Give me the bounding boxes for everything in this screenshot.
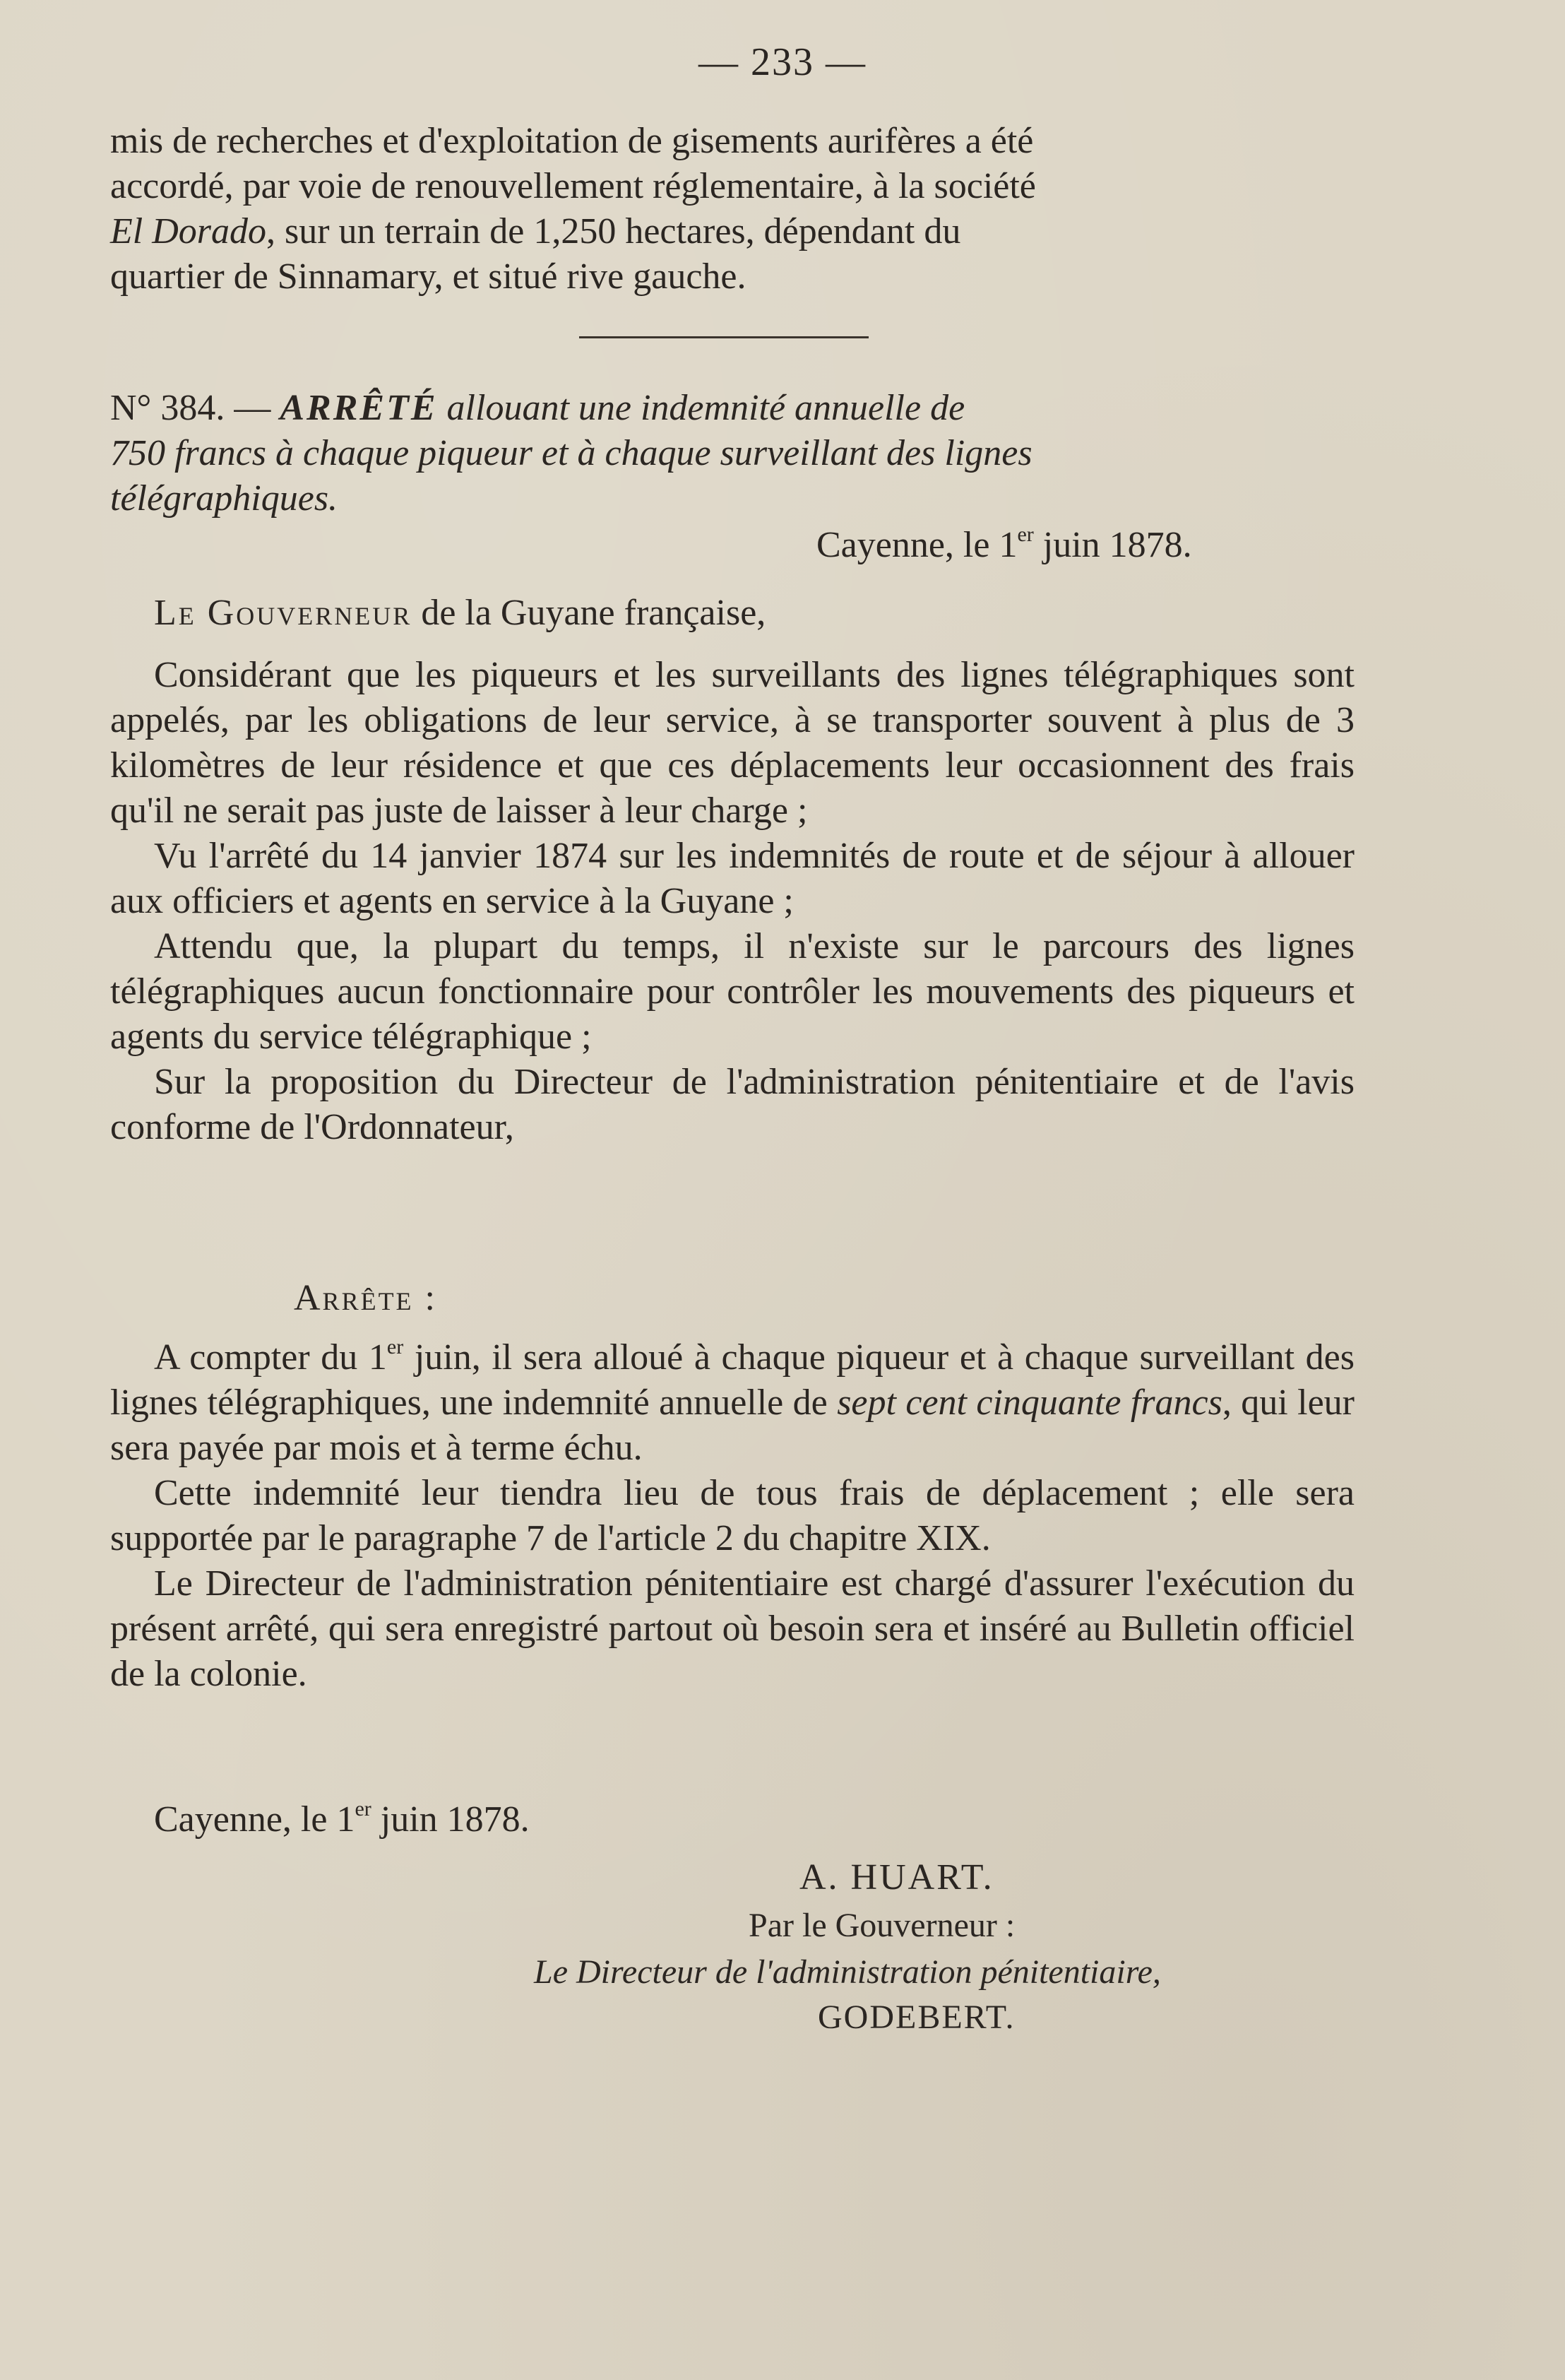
intro-paragraph [110,119,1355,300]
intro-line: quartier de Sinnamary, et situé rive gauche. [110,256,746,297]
consideration-paragraph: Considérant que les piqueurs et les surveillants des lignes télégraphiques sont appelés, par les obligations de leur service, à se transporter souvent à plus de 3 kilomètres de leur résidence et que ces déplacements leur occasionnent des frais qu'il ne serait pas juste de laisser à leur charge ; [110,655,1355,831]
decree-keyword: ARRÊTÉ [280,388,438,428]
decree-title-rest: allouant une indemnité annuelle de [437,388,965,428]
decree-title-line: 750 francs à chaque piqueur et à chaque surveillant des lignes [110,433,1033,473]
consideration-paragraph: Vu l'arrêté du 14 janvier 1874 sur les indemnités de route et de séjour à allouer aux officiers et agents en service à la Guyane ; [110,836,1355,921]
signatory: A. HUART. [799,1857,994,1898]
decree-title-line: télégraphiques. [110,478,338,519]
governor-title: Le Gouverneur [154,593,412,633]
indemnity-amount: sept cent cinquante francs [837,1383,1222,1423]
intro-line: accordé, par voie de renouvellement réglementaire, à la société [110,166,1036,206]
decree-place-date: Cayenne, le 1er juin 1878. [816,522,1192,565]
director-title: Le Directeur de l'administration pénitentiaire, [534,1953,1161,1991]
consideration-paragraph: Attendu que, la plupart du temps, il n'existe sur le parcours des lignes télégraphiques aucun fonctionnaire pour contrôler les mouvements des piqueurs et agents du service télégraphique ; [110,926,1355,1057]
by-governor: Par le Gouverneur : [749,1907,1016,1944]
page-number: — 233 — [698,40,867,84]
decree-heading [110,386,1355,521]
intro-line: mis de recherches et d'exploitation de gisements aurifères a été [110,121,1034,161]
article-paragraph: A compter du 1er juin, il sera alloué à chaque piqueur et à chaque surveillant des lignes télégraphiques, une indemnité annuelle de sept cent cinquante francs, qui leur sera payée par mois et à terme échu. [110,1334,1355,1468]
intro-line [110,209,1355,254]
company-name: El Dorado [110,211,266,251]
director-name: GODEBERT. [818,1999,1016,2036]
section-divider [579,336,869,338]
decides-label: Arrête : [294,1278,437,1318]
governor-intro-rest: de la Guyane française, [412,593,766,633]
intro-line-rest: , sur un terrain de 1,250 hectares, dépendant du [266,211,961,251]
governor-intro [110,591,1355,636]
considerations [110,653,1355,1150]
closing-date: Cayenne, le 1er juin 1878. [154,1796,530,1840]
articles [110,1335,1355,1697]
consideration-paragraph: Sur la proposition du Directeur de l'administration pénitentiaire et de l'avis conforme de l'Ordonnateur, [110,1062,1355,1147]
article-paragraph: Le Directeur de l'administration pénitentiaire est chargé d'assurer l'exécution du présent arrêté, qui sera enregistré partout où besoin sera et inséré au Bulletin officiel de la colonie. [110,1563,1355,1694]
decree-title-line [110,386,1355,431]
decree-number: N° 384. — [110,388,271,428]
article-paragraph: Cette indemnité leur tiendra lieu de tous frais de déplacement ; elle sera supportée par le paragraphe 7 de l'article 2 du chapitre XIX. [110,1473,1355,1558]
